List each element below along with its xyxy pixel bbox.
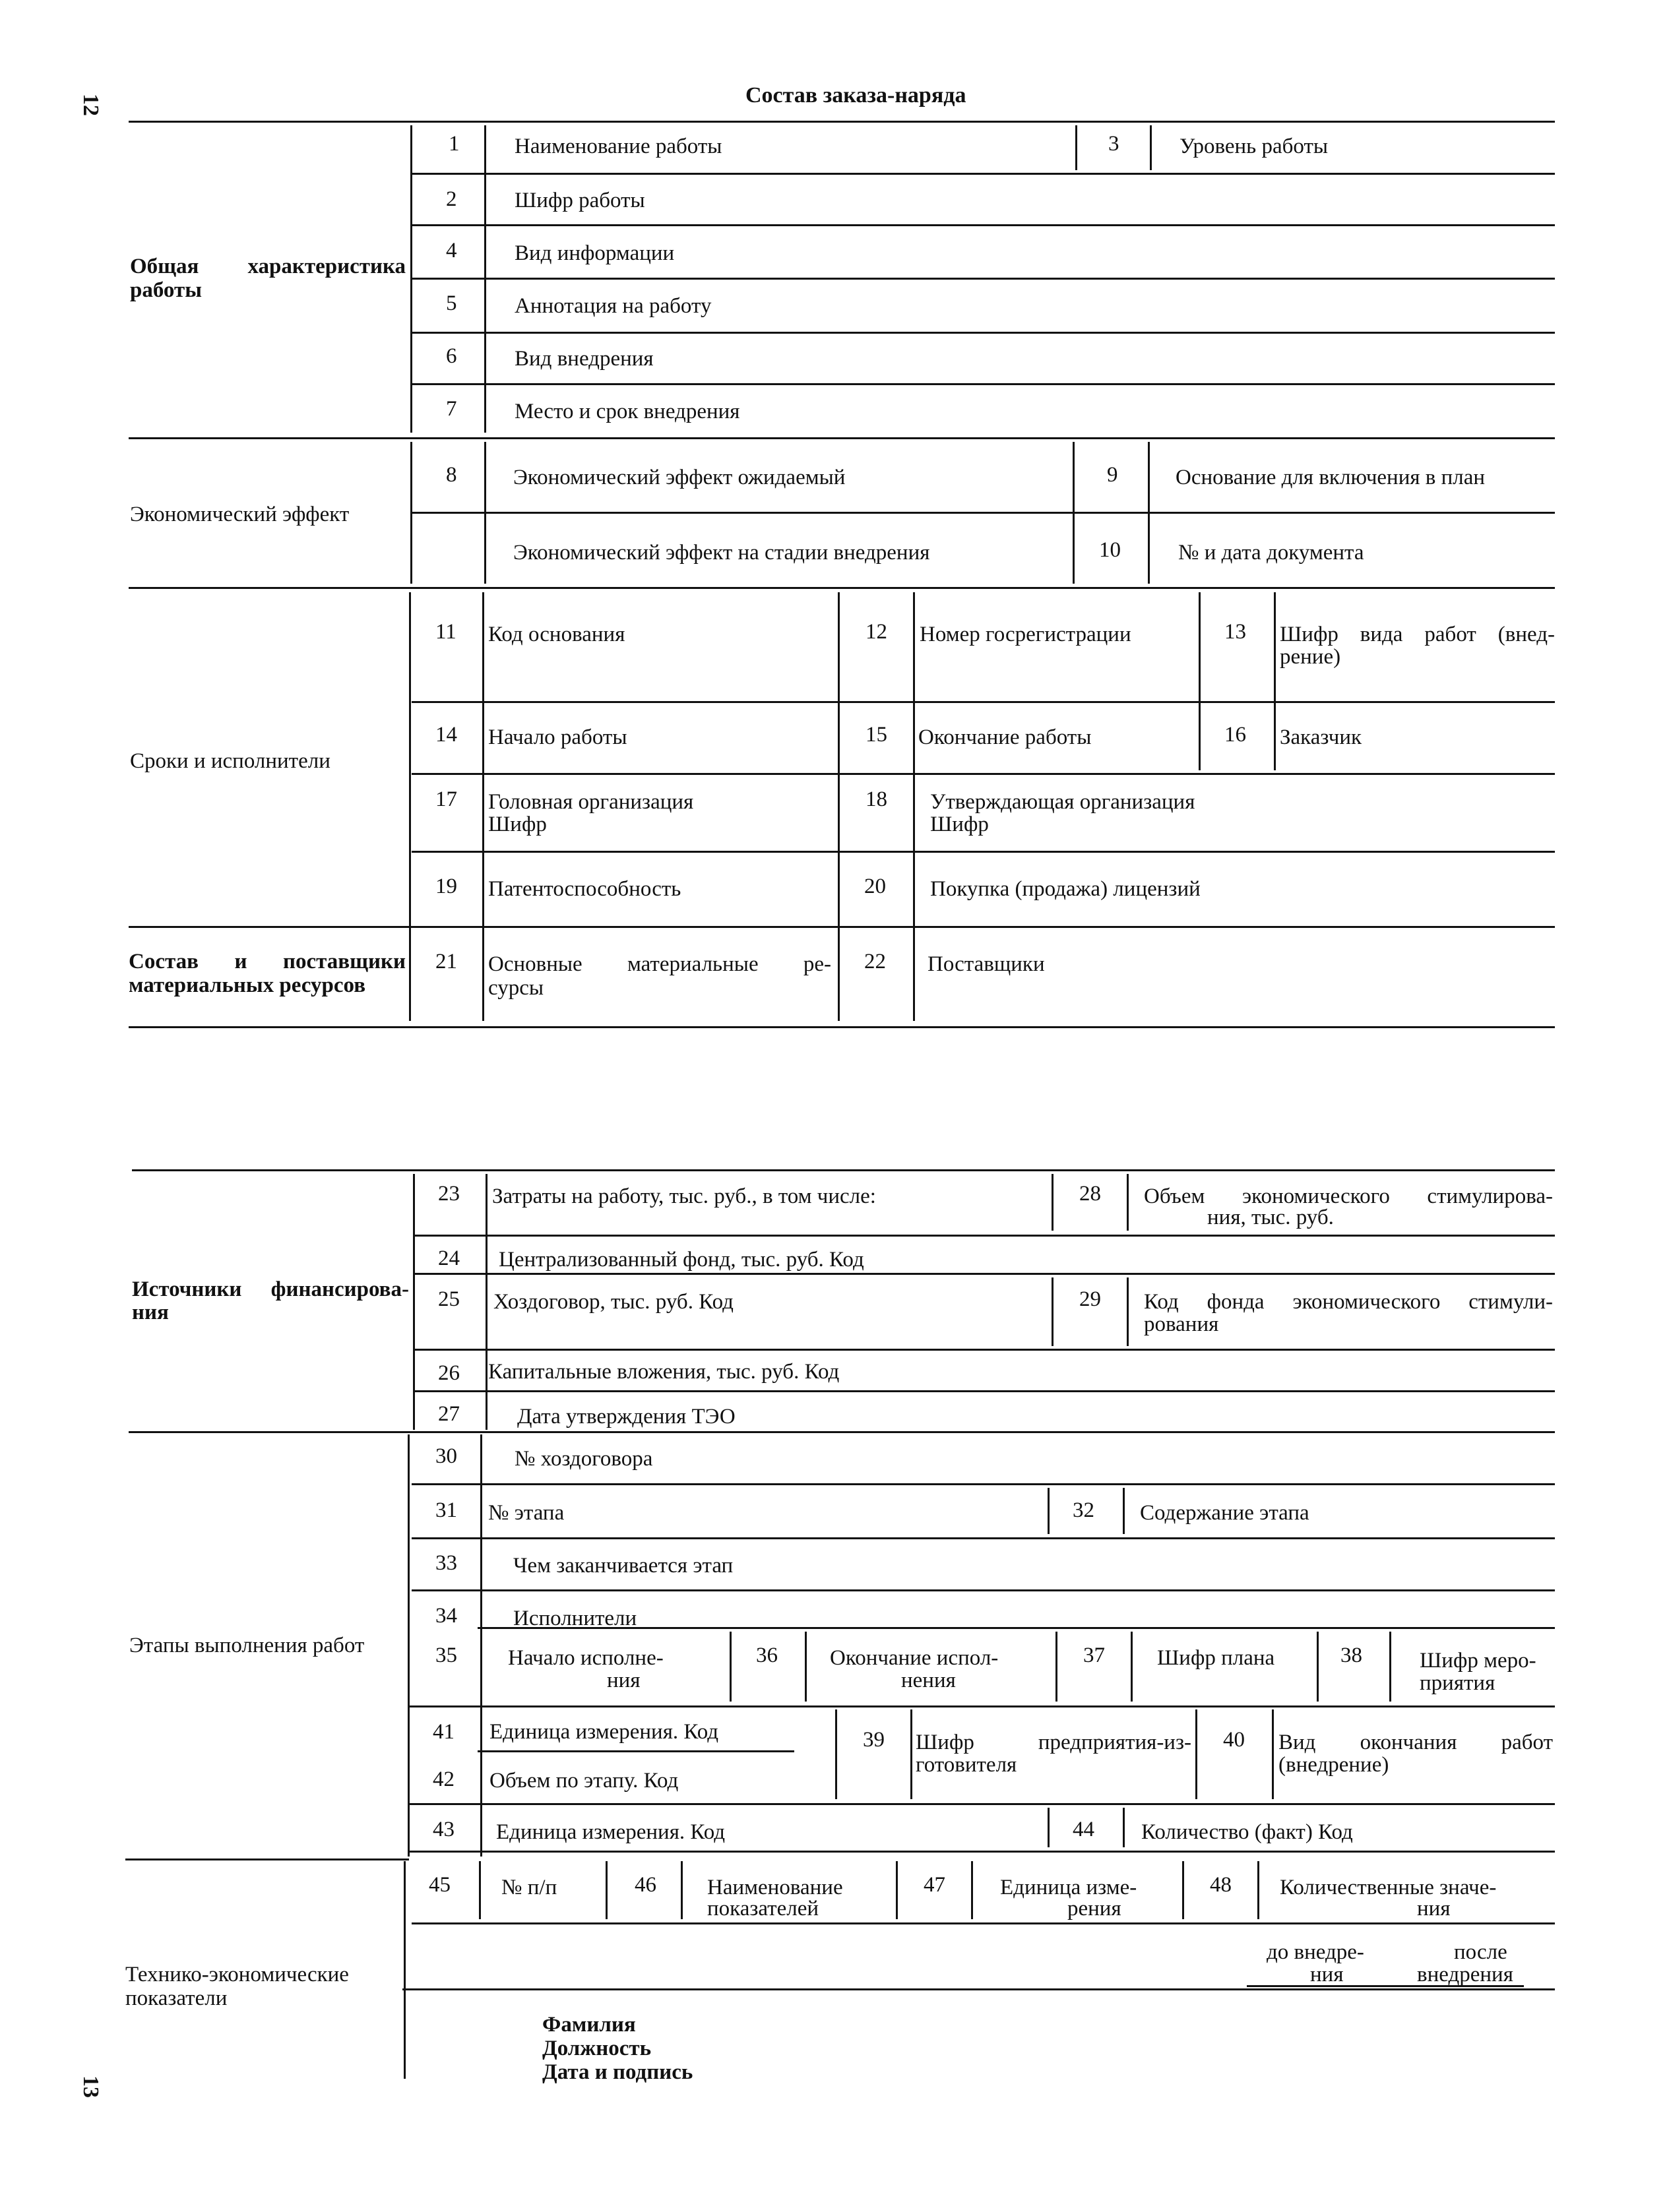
rule xyxy=(409,1705,1555,1707)
signature-date-sign: Дата и подпись xyxy=(542,2060,693,2084)
rule xyxy=(1048,1488,1050,1534)
page-number-bottom: 13 xyxy=(79,2075,103,2098)
section-label-financing-cont: ния xyxy=(132,1301,169,1324)
section-label-stages: Этапы выполнения работ xyxy=(129,1634,365,1657)
field-label-completion-type: Вид окончания работ xyxy=(1278,1731,1553,1754)
field-number: 9 xyxy=(1107,463,1118,487)
rule xyxy=(1199,592,1201,770)
field-label-contract: Хоздоговор, тыс. руб. Код xyxy=(493,1290,734,1314)
field-number: 14 xyxy=(435,723,457,747)
section-label-tech-cont: показатели xyxy=(125,1986,228,2010)
rule xyxy=(910,1709,912,1799)
field-number: 3 xyxy=(1108,132,1119,156)
rule xyxy=(1274,592,1276,770)
field-label-work-end: Окончание работы xyxy=(918,725,1092,749)
rule xyxy=(913,592,915,1021)
field-label-executors: Исполнители xyxy=(513,1607,637,1630)
rule xyxy=(412,383,1555,385)
field-number: 20 xyxy=(864,875,886,898)
rule xyxy=(805,1632,807,1702)
rule xyxy=(129,1431,1555,1433)
field-number: 45 xyxy=(429,1873,451,1897)
rule xyxy=(484,442,486,584)
section-label-economic: Экономический эффект xyxy=(130,503,350,526)
field-number: 1 xyxy=(449,132,460,156)
field-label-serial-number: № п/п xyxy=(501,1876,557,1899)
field-number: 40 xyxy=(1223,1728,1245,1752)
section-label-terms: Сроки и исполнители xyxy=(130,749,330,773)
page-title: Состав заказа-наряда xyxy=(745,83,966,108)
field-number: 23 xyxy=(438,1182,460,1206)
rule xyxy=(402,1988,1555,1990)
field-number: 8 xyxy=(446,463,457,487)
rule xyxy=(410,442,412,584)
rule xyxy=(412,701,1555,703)
field-number: 29 xyxy=(1079,1287,1101,1311)
rule xyxy=(129,926,1555,928)
rule xyxy=(1052,1174,1054,1231)
field-label-before-implementation-cont: ния xyxy=(1310,1963,1344,1986)
field-label-stimulation-volume-cont: ния, тыс. руб. xyxy=(1207,1206,1334,1229)
page-number-top: 12 xyxy=(79,94,103,116)
field-label-unit-code-2: Единица измерения. Код xyxy=(496,1820,726,1844)
field-number: 28 xyxy=(1079,1182,1101,1206)
field-number: 42 xyxy=(433,1767,455,1791)
rule xyxy=(1075,125,1077,170)
rule xyxy=(838,592,840,1021)
field-label-after-implementation: после xyxy=(1454,1940,1507,1964)
field-number: 24 xyxy=(438,1246,460,1270)
rule xyxy=(129,437,1555,439)
field-number: 39 xyxy=(863,1728,885,1752)
rule xyxy=(413,1174,415,1430)
field-label-exec-end: Окончание испол- xyxy=(830,1646,999,1670)
field-label-quantitative-values-cont: ния xyxy=(1417,1897,1451,1920)
field-label-stage-content: Содержание этапа xyxy=(1140,1501,1309,1525)
rule xyxy=(412,173,1555,175)
rule xyxy=(1272,1709,1274,1799)
field-number: 35 xyxy=(435,1644,457,1667)
field-label-doc-number-date: № и дата документа xyxy=(1178,541,1364,565)
field-label-plan-code: Шифр плана xyxy=(1157,1646,1275,1670)
field-label-stimulation-fund-code: Код фонда экономического стимули- xyxy=(1144,1290,1553,1314)
field-label-basis-code: Код основания xyxy=(488,623,625,646)
rule xyxy=(1123,1808,1125,1847)
section-label-financing: Источники финансирова- xyxy=(132,1277,409,1301)
rule xyxy=(1389,1632,1391,1702)
field-number: 13 xyxy=(1224,620,1246,644)
rule xyxy=(1150,125,1152,170)
rule xyxy=(484,125,486,433)
rule xyxy=(1317,1632,1319,1702)
field-number: 22 xyxy=(864,950,886,973)
field-number: 2 xyxy=(446,187,457,211)
rule xyxy=(129,121,1555,123)
field-number: 17 xyxy=(435,787,457,811)
rule xyxy=(681,1861,683,1919)
field-label-actual-quantity: Количество (факт) Код xyxy=(1141,1820,1353,1844)
section-label-general-cont: работы xyxy=(130,278,202,302)
field-number: 37 xyxy=(1083,1644,1105,1667)
rule xyxy=(1195,1709,1197,1799)
field-label-plan-basis: Основание для включения в план xyxy=(1176,466,1486,489)
field-label-unit: Единица изме- xyxy=(1000,1876,1137,1899)
section-label-general: Общая характеристика xyxy=(130,255,406,278)
field-number: 18 xyxy=(865,787,887,811)
field-label-unit-cont: рения xyxy=(1067,1897,1121,1920)
field-number: 32 xyxy=(1073,1498,1094,1522)
field-label-exec-start-cont: ния xyxy=(607,1669,641,1692)
field-label-state-registration: Номер госрегистрации xyxy=(920,623,1131,646)
rule xyxy=(412,1589,1555,1591)
field-label-stimulation-fund-code-cont: рования xyxy=(1144,1312,1219,1336)
field-label-info-type: Вид информации xyxy=(515,241,675,265)
rule xyxy=(896,1861,898,1919)
field-label-indicator-name-cont: показателей xyxy=(707,1897,819,1920)
field-number: 34 xyxy=(435,1604,457,1628)
rule xyxy=(412,332,1555,334)
rule xyxy=(408,1434,410,1857)
rule xyxy=(1048,1808,1050,1847)
rule xyxy=(412,1922,1555,1924)
section-label-materials: Состав и поставщики xyxy=(129,950,406,973)
field-number: 31 xyxy=(435,1498,457,1522)
field-label-quantitative-values: Количественные значе- xyxy=(1280,1876,1497,1899)
field-label-central-fund: Централизованный фонд, тыс. руб. Код xyxy=(499,1248,864,1272)
rule xyxy=(971,1861,973,1919)
rule xyxy=(1182,1861,1184,1919)
field-number: 48 xyxy=(1210,1873,1232,1897)
field-number: 4 xyxy=(446,239,457,262)
rule xyxy=(1131,1632,1133,1702)
field-label-lead-org-code: Шифр xyxy=(488,813,547,836)
rule xyxy=(486,1174,488,1430)
signature-position: Должность xyxy=(542,2037,652,2060)
field-label-after-implementation-cont: внедрения xyxy=(1417,1963,1513,1986)
rule xyxy=(606,1861,608,1919)
rule xyxy=(129,1026,1555,1028)
field-label-stage-volume: Объем по этапу. Код xyxy=(489,1769,679,1793)
rule xyxy=(132,1169,1555,1171)
field-number: 33 xyxy=(435,1551,457,1575)
field-number: 46 xyxy=(635,1873,656,1897)
rule xyxy=(412,512,1555,514)
field-label-exec-start: Начало исполне- xyxy=(508,1646,664,1670)
field-label-exec-end-cont: нения xyxy=(901,1669,956,1692)
section-label-materials-cont: материальных ресурсов xyxy=(129,973,366,997)
rule xyxy=(412,278,1555,280)
rule xyxy=(412,1537,1555,1539)
field-number: 38 xyxy=(1340,1644,1362,1667)
field-number: 25 xyxy=(438,1287,460,1311)
rule xyxy=(414,1273,1555,1275)
rule xyxy=(478,1750,794,1752)
rule xyxy=(479,1861,481,1919)
field-label-annotation: Аннотация на работу xyxy=(515,294,712,318)
rule xyxy=(412,224,1555,226)
field-label-work-name: Наименование работы xyxy=(515,135,722,158)
rule xyxy=(410,125,412,433)
field-number: 36 xyxy=(756,1644,778,1667)
field-label-approving-org-code: Шифр xyxy=(930,813,989,836)
field-number: 10 xyxy=(1099,538,1121,562)
field-number: 16 xyxy=(1224,723,1246,747)
rule xyxy=(1073,442,1075,584)
rule xyxy=(1127,1174,1129,1231)
field-label-indicator-name: Наименование xyxy=(707,1876,843,1899)
field-label-main-resources: Основные материальные ре- xyxy=(488,952,831,976)
rule xyxy=(1257,1861,1259,1919)
field-label-work-level: Уровень работы xyxy=(1179,135,1329,158)
field-label-licenses: Покупка (продажа) лицензий xyxy=(930,877,1201,901)
section-label-tech: Технико-экономические xyxy=(125,1963,349,1986)
field-label-implementation-type: Вид внедрения xyxy=(515,347,654,371)
field-label-lead-org: Головная организация xyxy=(488,790,694,814)
field-label-measure-code: Шифр меро- xyxy=(1420,1649,1536,1673)
field-number: 43 xyxy=(433,1818,455,1841)
field-label-work-start: Начало работы xyxy=(488,725,627,749)
field-label-suppliers: Поставщики xyxy=(928,952,1045,976)
field-label-unit-code: Единица измерения. Код xyxy=(489,1720,719,1744)
field-label-effect-implementation: Экономический эффект на стадии внедрения xyxy=(513,541,930,565)
field-label-patentability: Патентоспособность xyxy=(488,877,681,901)
field-label-before-implementation: до внедре- xyxy=(1267,1940,1364,1964)
field-number: 5 xyxy=(446,292,457,315)
field-number: 30 xyxy=(435,1444,457,1468)
rule xyxy=(1148,442,1150,584)
rule xyxy=(480,1434,482,1857)
rule xyxy=(1052,1277,1054,1346)
rule xyxy=(482,592,484,1021)
rule xyxy=(1127,1277,1129,1346)
rule xyxy=(404,1861,406,2079)
field-label-costs: Затраты на работу, тыс. руб., в том числе: xyxy=(492,1184,876,1208)
field-label-manufacturer-code-cont: готовителя xyxy=(916,1753,1017,1777)
field-label-stage-number: № этапа xyxy=(488,1501,565,1525)
field-label-work-type-code: Шифр вида работ (внед- xyxy=(1280,623,1555,646)
field-number: 19 xyxy=(435,875,457,898)
field-label-customer: Заказчик xyxy=(1280,725,1362,749)
rule xyxy=(414,1235,1555,1237)
field-label-measure-code-cont: приятия xyxy=(1420,1671,1495,1695)
rule xyxy=(412,851,1555,853)
field-label-capital-investments: Капитальные вложения, тыс. руб. Код xyxy=(488,1360,840,1384)
rule xyxy=(409,1851,1555,1853)
rule xyxy=(1055,1632,1057,1702)
field-label-stimulation-volume: Объем экономического стимулирова- xyxy=(1144,1184,1553,1208)
field-number: 47 xyxy=(924,1873,945,1897)
rule xyxy=(409,592,411,1021)
rule xyxy=(478,1627,1555,1629)
rule xyxy=(412,1483,1555,1485)
rule xyxy=(835,1709,837,1799)
field-label-work-code: Шифр работы xyxy=(515,189,645,212)
field-label-approving-org: Утверждающая организация xyxy=(930,790,1195,814)
field-label-manufacturer-code: Шифр предприятия-из- xyxy=(916,1731,1191,1754)
rule xyxy=(409,1803,1555,1805)
field-number: 41 xyxy=(433,1720,455,1744)
field-number: 27 xyxy=(438,1402,460,1426)
field-number: 6 xyxy=(446,344,457,368)
rule xyxy=(412,773,1555,775)
field-label-implementation-place: Место и срок внедрения xyxy=(515,400,740,423)
field-number: 15 xyxy=(865,723,887,747)
rule xyxy=(129,587,1555,589)
field-number: 12 xyxy=(865,620,887,644)
field-label-expected-effect: Экономический эффект ожидаемый xyxy=(513,466,846,489)
field-label-stage-result: Чем заканчивается этап xyxy=(513,1554,734,1578)
field-label-completion-type-cont: (внедрение) xyxy=(1278,1753,1389,1777)
field-label-contract-number: № хоздоговора xyxy=(515,1447,653,1471)
rule xyxy=(125,1859,409,1860)
rule xyxy=(1123,1488,1125,1534)
rule xyxy=(414,1390,1555,1392)
field-number: 26 xyxy=(438,1361,460,1385)
signature-surname: Фамилия xyxy=(542,2013,636,2037)
field-number: 44 xyxy=(1073,1818,1094,1841)
rule xyxy=(414,1349,1555,1351)
field-number: 21 xyxy=(435,950,457,973)
field-label-work-type-code-cont: рение) xyxy=(1280,645,1341,669)
field-number: 7 xyxy=(446,397,457,421)
field-label-main-resources-cont: сурсы xyxy=(488,976,544,1000)
rule xyxy=(730,1632,732,1702)
field-label-teo-date: Дата утверждения ТЭО xyxy=(517,1405,736,1429)
field-number: 11 xyxy=(435,620,456,644)
